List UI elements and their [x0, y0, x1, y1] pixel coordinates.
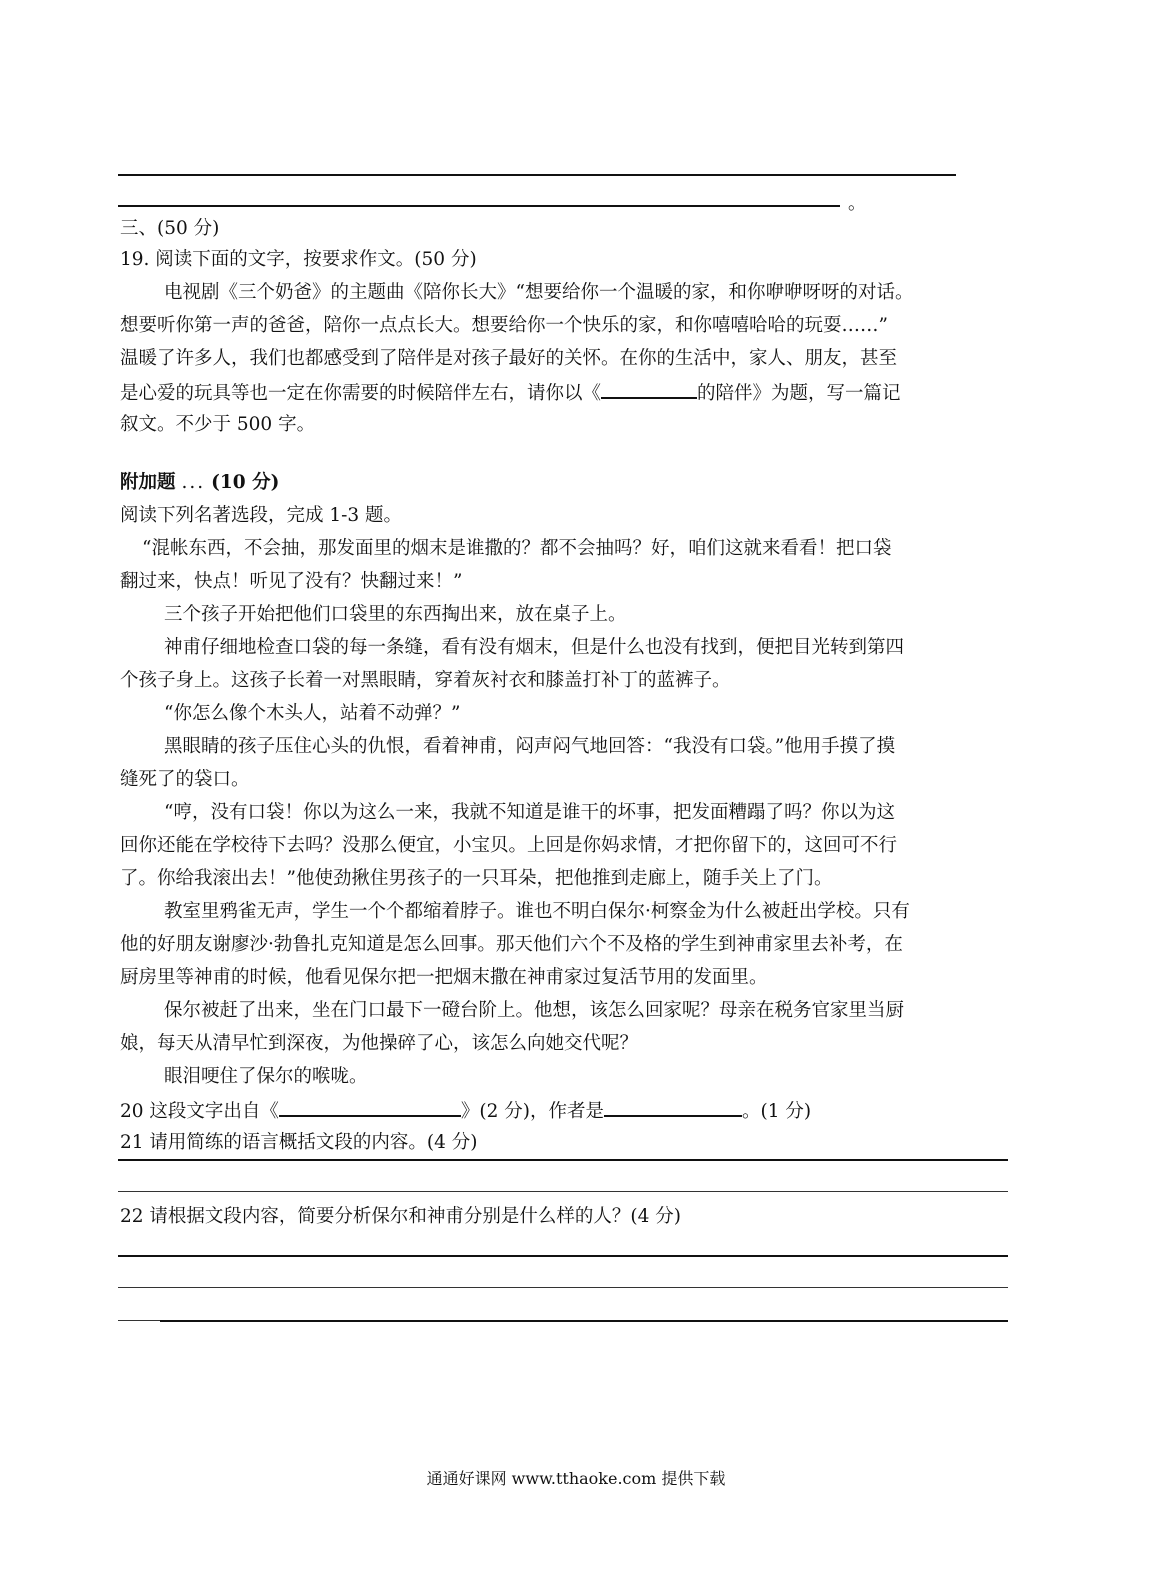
passage-line: 厨房里等神甫的时候，他看见保尔把一把烟末撒在神甫家过复活节用的发面里。: [120, 967, 768, 988]
answer-line[interactable]: [160, 1320, 1008, 1322]
emphasis-dots: ...: [181, 472, 206, 493]
title-blank[interactable]: [601, 375, 697, 399]
q20-text: 。(1 分): [742, 1101, 812, 1122]
end-period: 。: [848, 193, 866, 214]
author-blank[interactable]: [604, 1093, 742, 1117]
q20-text: 》(2 分)，作者是: [460, 1101, 605, 1122]
passage-line: 他的好朋友谢廖沙·勃鲁扎克知道是怎么回事。那天他们六个不及格的学生到神甫家里去补考，在: [120, 934, 903, 955]
question-22: 22 请根据文段内容，简要分析保尔和神甫分别是什么样的人？(4 分): [120, 1206, 682, 1227]
prompt-text: 是心爱的玩具等也一定在你需要的时候陪伴左右，请你以《: [120, 383, 602, 404]
extra-score: (10 分): [211, 472, 280, 493]
section-heading: 三、(50 分): [120, 218, 220, 239]
prompt-line: 温暖了许多人，我们也都感受到了陪伴是对孩子最好的关怀。在你的生活中，家人、朋友，甚至: [120, 348, 898, 369]
extra-intro: 阅读下列名著选段，完成 1-3 题。: [120, 505, 403, 526]
passage-line: 三个孩子开始把他们口袋里的东西掏出来，放在桌子上。: [164, 604, 627, 625]
prompt-text: 的陪伴》为题，写一篇记: [697, 383, 901, 404]
book-title-blank[interactable]: [279, 1093, 461, 1117]
question-21: 21 请用简练的语言概括文段的内容。(4 分): [120, 1132, 478, 1153]
answer-line: [118, 174, 956, 176]
answer-line: [118, 205, 840, 207]
passage-line: 缝死了的袋口。: [120, 769, 250, 790]
passage-line: “你怎么像个木头人，站着不动弹？”: [164, 703, 461, 724]
prompt-line: 叙文。不少于 500 字。: [120, 414, 316, 435]
passage-line: 翻过来，快点！听见了没有？快翻过来！”: [120, 571, 463, 592]
answer-line[interactable]: [118, 1255, 1008, 1257]
answer-line-segment[interactable]: [118, 1320, 160, 1321]
prompt-line: [120, 375, 1040, 410]
extra-heading: [120, 466, 1040, 499]
q20-text: 20 这段文字出自《: [120, 1101, 279, 1122]
question-20: [120, 1093, 1040, 1128]
passage-line: 保尔被赶了出来，坐在门口最下一磴台阶上。他想，该怎么回家呢？母亲在税务官家里当厨: [164, 1000, 905, 1021]
answer-line[interactable]: [118, 1191, 1008, 1192]
extra-title: 附加题: [120, 472, 176, 493]
passage-line: “哼，没有口袋！你以为这么一来，我就不知道是谁干的坏事，把发面糟蹋了吗？你以为这: [164, 802, 895, 823]
answer-line[interactable]: [118, 1159, 1008, 1161]
passage-line: 了。你给我滚出去！”他使劲揪住男孩子的一只耳朵，把他推到走廊上，随手关上了门。: [120, 868, 833, 889]
footer-credit: 通通好课网 www.tthaoke.com 提供下载: [426, 1469, 726, 1488]
passage-line: 眼泪哽住了保尔的喉咙。: [164, 1066, 368, 1087]
passage-line: 黑眼睛的孩子压住心头的仇恨，看着神甫，闷声闷气地回答：“我没有口袋。”他用手摸了摸: [164, 736, 896, 757]
passage-line: 教室里鸦雀无声，学生一个个都缩着脖子。谁也不明白保尔·柯察金为什么被赶出学校。只有: [164, 901, 910, 922]
prompt-line: 电视剧《三个奶爸》的主题曲《陪你长大》“想要给你一个温暖的家，和你咿咿呀呀的对话。: [164, 282, 914, 303]
passage-line: 神甫仔细地检查口袋的每一条缝，看有没有烟末，但是什么也没有找到，便把目光转到第四: [164, 637, 905, 658]
passage-line: “混帐东西，不会抽，那发面里的烟末是谁撒的？都不会抽吗？好，咱们这就来看看！把口袋: [142, 538, 892, 559]
passage-line: 个孩子身上。这孩子长着一对黑眼睛，穿着灰衬衣和膝盖打补丁的蓝裤子。: [120, 670, 731, 691]
passage-line: 娘，每天从清早忙到深夜，为他操碎了心，该怎么向她交代呢？: [120, 1033, 639, 1054]
prompt-line: 想要听你第一声的爸爸，陪你一点点长大。想要给你一个快乐的家，和你嘻嘻哈哈的玩耍……”: [120, 315, 888, 336]
passage-line: 回你还能在学校待下去吗？没那么便宜，小宝贝。上回是你妈求情，才把你留下的，这回可不行: [120, 835, 898, 856]
question-19: 19. 阅读下面的文字，按要求作文。(50 分): [120, 249, 477, 270]
answer-line[interactable]: [118, 1287, 1008, 1288]
